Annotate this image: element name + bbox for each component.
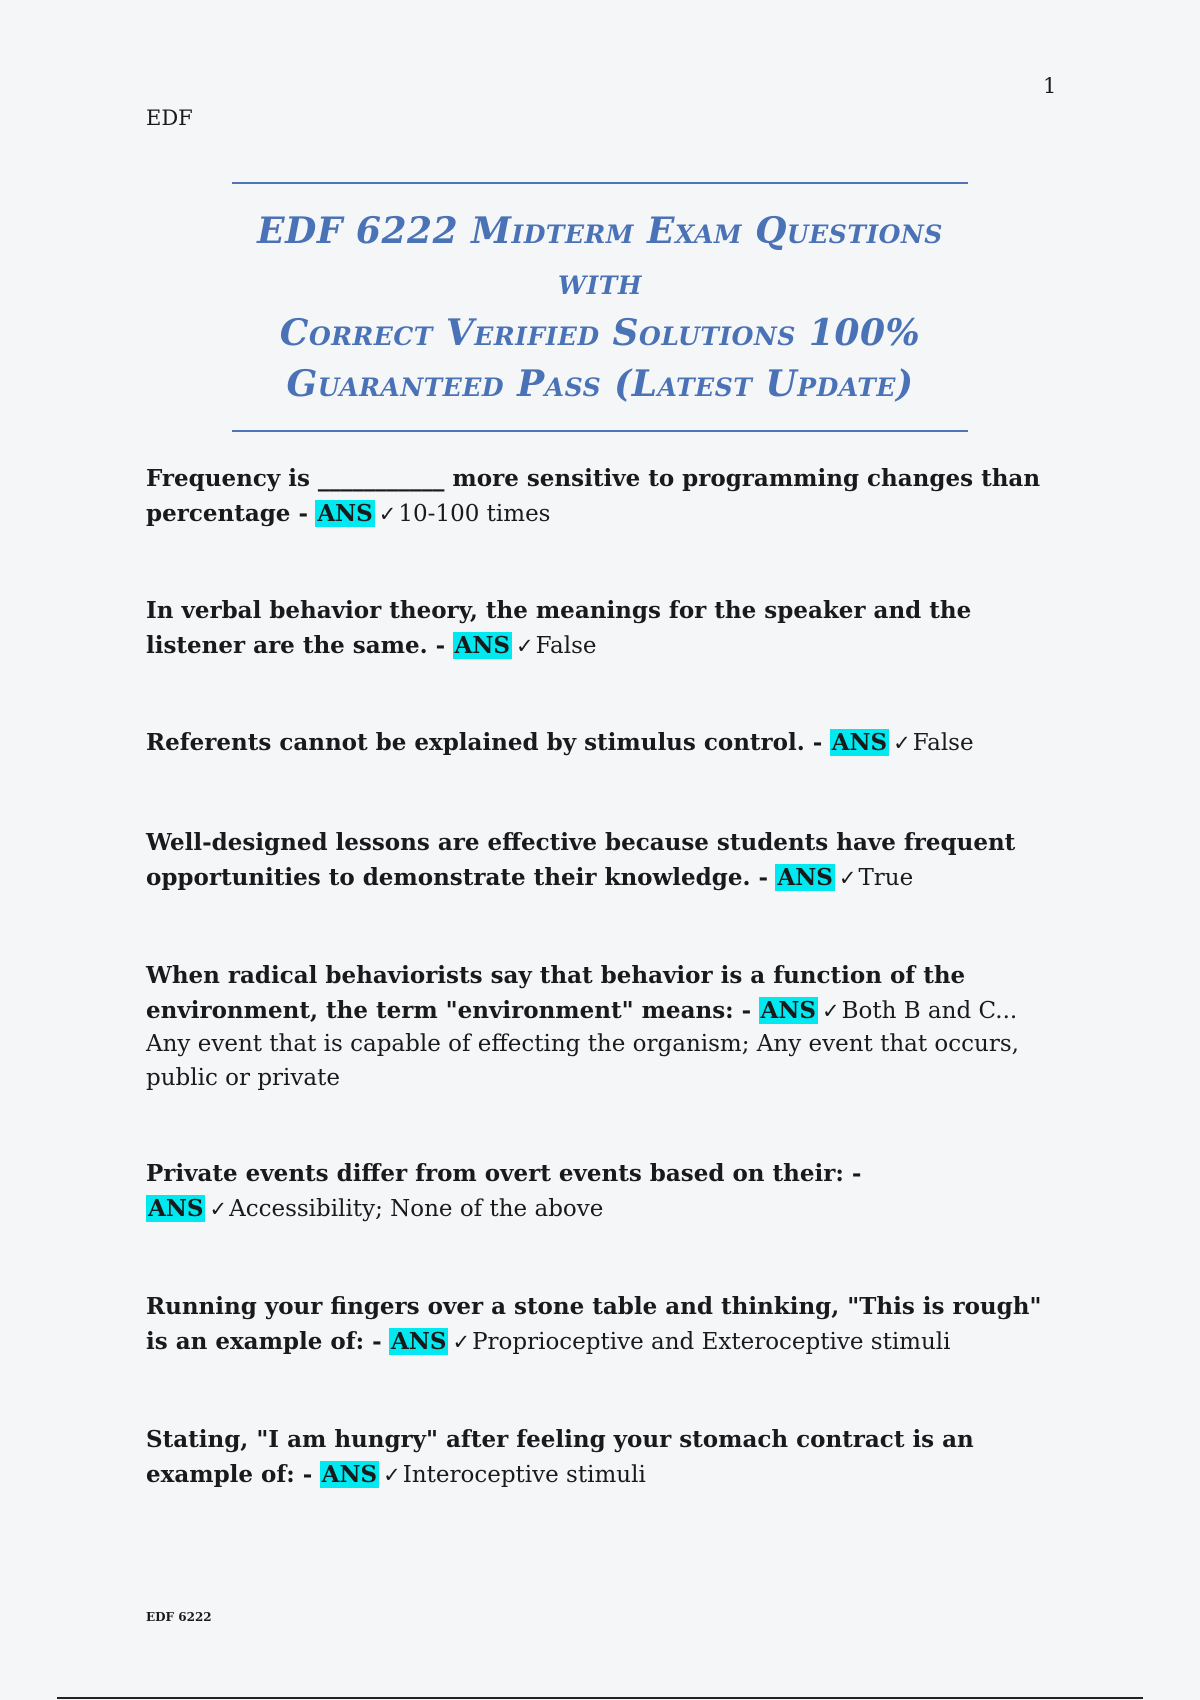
qa-item-1: [146, 462, 1051, 531]
ans-highlight: ANS: [760, 996, 816, 1024]
footer-rule: [57, 1697, 1143, 1699]
qa-item-5: [146, 959, 1051, 1095]
answer-text: False: [912, 730, 974, 756]
qa-item-4: [146, 826, 1051, 895]
answer-text: Both B and C... Any event that is capable of effecting the organism; Any event that occurs, public or private: [146, 997, 1019, 1091]
question-text: Stating, "I am hungry" after feeling your stomach contract is an example of: -: [146, 1426, 974, 1488]
footer-label: EDF 6222: [146, 1610, 212, 1624]
ans-highlight: ANS: [148, 1194, 204, 1222]
checkmark-icon: ✓: [821, 998, 840, 1023]
qa-item-2: [146, 594, 1051, 663]
checkmark-icon: ✓: [452, 1329, 471, 1354]
question-text: Running your fingers over a stone table and thinking, "This is rough" is an example of: -: [146, 1293, 1042, 1355]
answer-text: False: [535, 632, 597, 659]
header-label: EDF: [146, 106, 193, 130]
ans-highlight: ANS: [317, 499, 373, 527]
qa-item-3: [146, 726, 1051, 761]
answer-text: 10-100 times: [398, 500, 551, 527]
title-line-1: EDF 6222 Midterm Exam Questions with: [257, 210, 943, 303]
answer-text: Accessibility; None of the above: [229, 1195, 604, 1222]
checkmark-icon: ✓: [838, 865, 857, 890]
answer-text: Proprioceptive and Exteroceptive stimuli: [472, 1328, 951, 1355]
question-text: Private events differ from overt events based on their: -: [146, 1160, 862, 1187]
ans-highlight: ANS: [454, 631, 510, 659]
question-text: Well-designed lessons are effective because students have frequent opportunities to demonstrate their knowledge. -: [146, 829, 1016, 891]
question-text: Frequency is ___________ more sensitive to programming changes than percentage -: [146, 465, 1041, 527]
checkmark-icon: ✓: [516, 633, 534, 658]
ans-highlight: ANS: [390, 1327, 447, 1355]
ans-highlight: ANS: [831, 729, 888, 756]
answer-text: True: [858, 864, 914, 891]
question-text: When radical behaviorists say that behavior is a function of the environment, the term "environment" means: -: [146, 962, 966, 1024]
ans-highlight: ANS: [321, 1460, 378, 1488]
qa-item-7: [146, 1290, 1051, 1359]
checkmark-icon: ✓: [383, 1462, 401, 1487]
checkmark-icon: ✓: [209, 1196, 228, 1221]
checkmark-icon: ✓: [893, 731, 911, 755]
title-line-3: Guaranteed Pass (Latest Update): [286, 363, 914, 405]
checkmark-icon: ✓: [378, 501, 397, 526]
answer-text: Interoceptive stimuli: [402, 1461, 646, 1488]
page-number: 1: [1043, 74, 1057, 98]
title-line-2: Correct Verified Solutions 100%: [279, 312, 921, 354]
question-text: In verbal behavior theory, the meanings for the speaker and the listener are the same. -: [146, 597, 972, 659]
question-text: Referents cannot be explained by stimulus control. -: [146, 729, 823, 756]
ans-highlight: ANS: [777, 863, 833, 891]
qa-item-6: [146, 1157, 1051, 1226]
document-title: [232, 182, 968, 432]
qa-item-8: [146, 1423, 1051, 1492]
